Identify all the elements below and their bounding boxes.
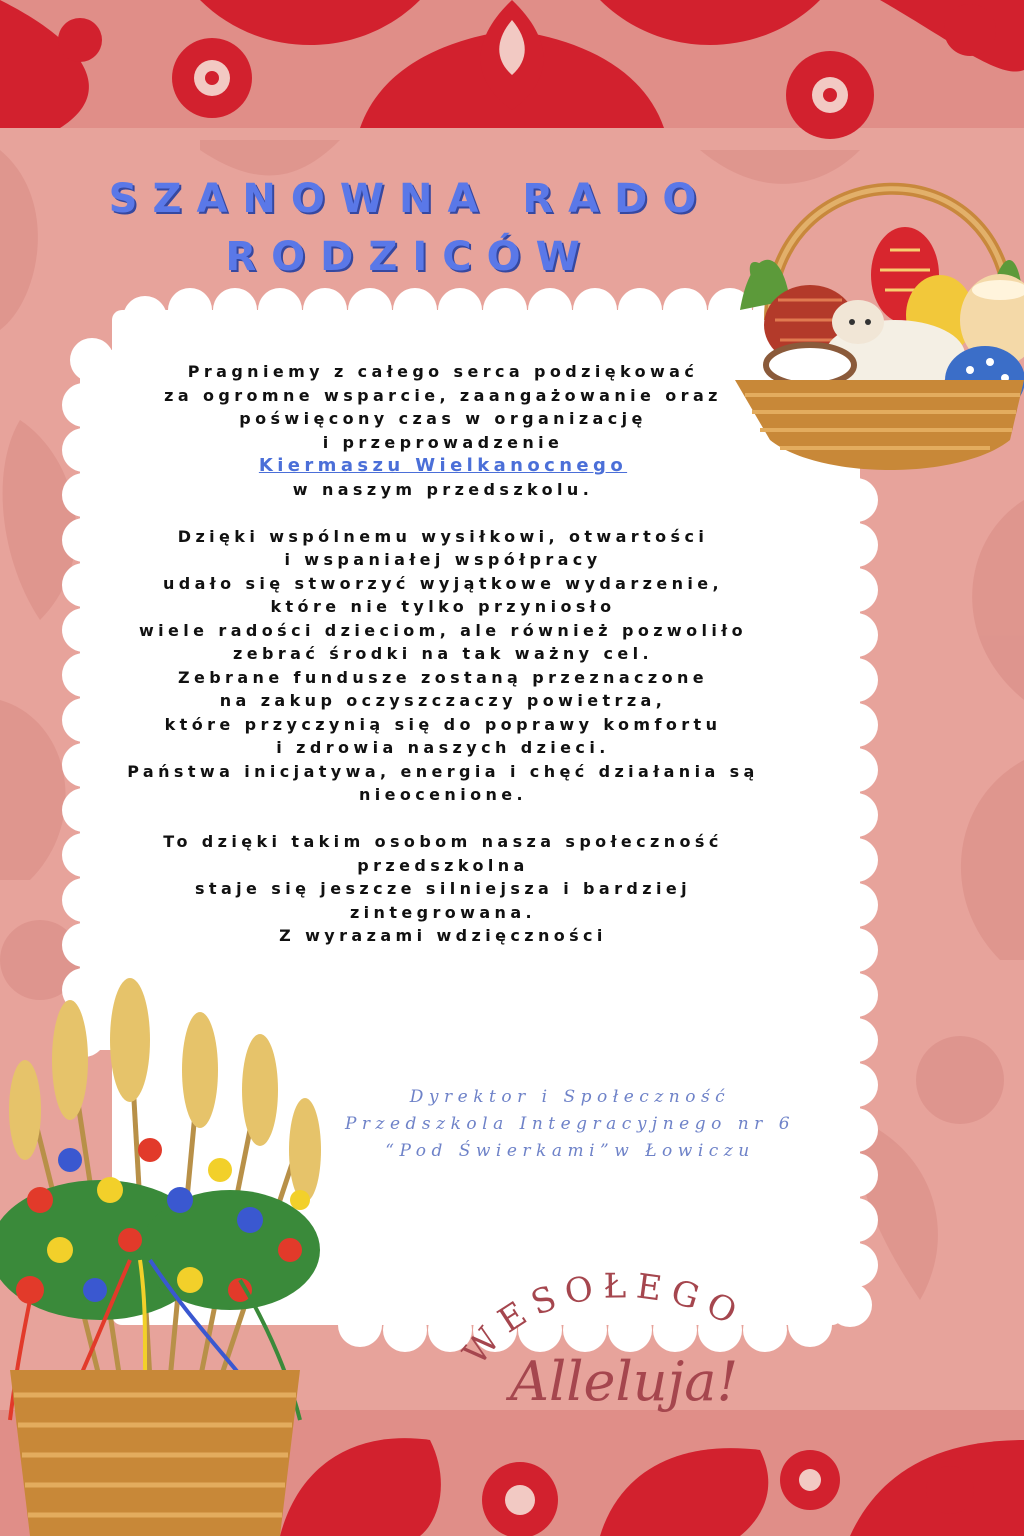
body-line: To dzięki takim osobom nasza społeczność — [163, 832, 723, 851]
signature — [300, 1084, 840, 1165]
easter-greeting — [440, 1250, 820, 1450]
body-line: Dzięki wspólnemu wysiłkowi, otwartości — [177, 526, 709, 546]
signature-line-2: Przedszkola Integracyjnego nr 6 — [344, 1114, 796, 1134]
paragraph-gap — [80, 501, 806, 525]
title-line-1: SZANOWNA RADO — [108, 176, 712, 222]
body-line: i wspaniałej współpracy — [284, 550, 602, 569]
body-line: wiele radości dzieciom, ale również pozwoliło — [138, 620, 747, 640]
greeting-word-alleluja: Alleluja! — [510, 1350, 739, 1413]
body-line: staje się jeszcze silniejsza i bardziej — [195, 879, 691, 898]
paragraph-gap — [80, 807, 806, 831]
body-line: na zakup oczyszczaczy powietrza, — [219, 691, 667, 710]
body-line: Pragniemy z całego serca podziękować — [187, 362, 699, 381]
body-line: Państwa inicjatywa, energia i chęć działania są — [127, 761, 759, 781]
body-line: i przeprowadzenie — [322, 432, 564, 452]
body-line: i zdrowia naszych dzieci. — [276, 738, 610, 757]
body-line: które przyczynią się do poprawy komfortu — [164, 714, 722, 734]
body-line: nieocenione. — [358, 785, 528, 804]
title-line-2: RODZICÓW — [225, 234, 595, 280]
body-line: Zebrane fundusze zostaną przeznaczone — [177, 667, 709, 687]
body-line: za ogromne wsparcie, zaangażowanie oraz — [164, 385, 722, 405]
signature-line-1: Dyrektor i Społeczność — [409, 1087, 731, 1107]
greeting-word-wesolego: WESOŁEGO — [455, 1266, 751, 1373]
event-name-link[interactable]: Kiermaszu Wielkanocnego — [258, 455, 628, 476]
body-line: zintegrowana. — [349, 902, 537, 922]
body-line: zebrać środki na tak ważny cel. — [233, 644, 653, 663]
body-line: przedszkolna — [357, 855, 529, 875]
body-line: w naszym przedszkolu. — [292, 479, 594, 499]
body-line: które nie tylko przyniosło — [270, 597, 616, 616]
body-line: Z wyrazami wdzięczności — [279, 926, 607, 945]
body-line: udało się stworzyć wyjątkowe wydarzenie, — [162, 573, 724, 593]
body-line: poświęcony czas w organizację — [239, 409, 647, 428]
page-title — [60, 170, 760, 286]
flower-icon — [27, 1187, 53, 1213]
signature-line-3: “Pod Świerkami”w Łowiczu — [385, 1141, 755, 1161]
letter-body — [80, 360, 806, 948]
